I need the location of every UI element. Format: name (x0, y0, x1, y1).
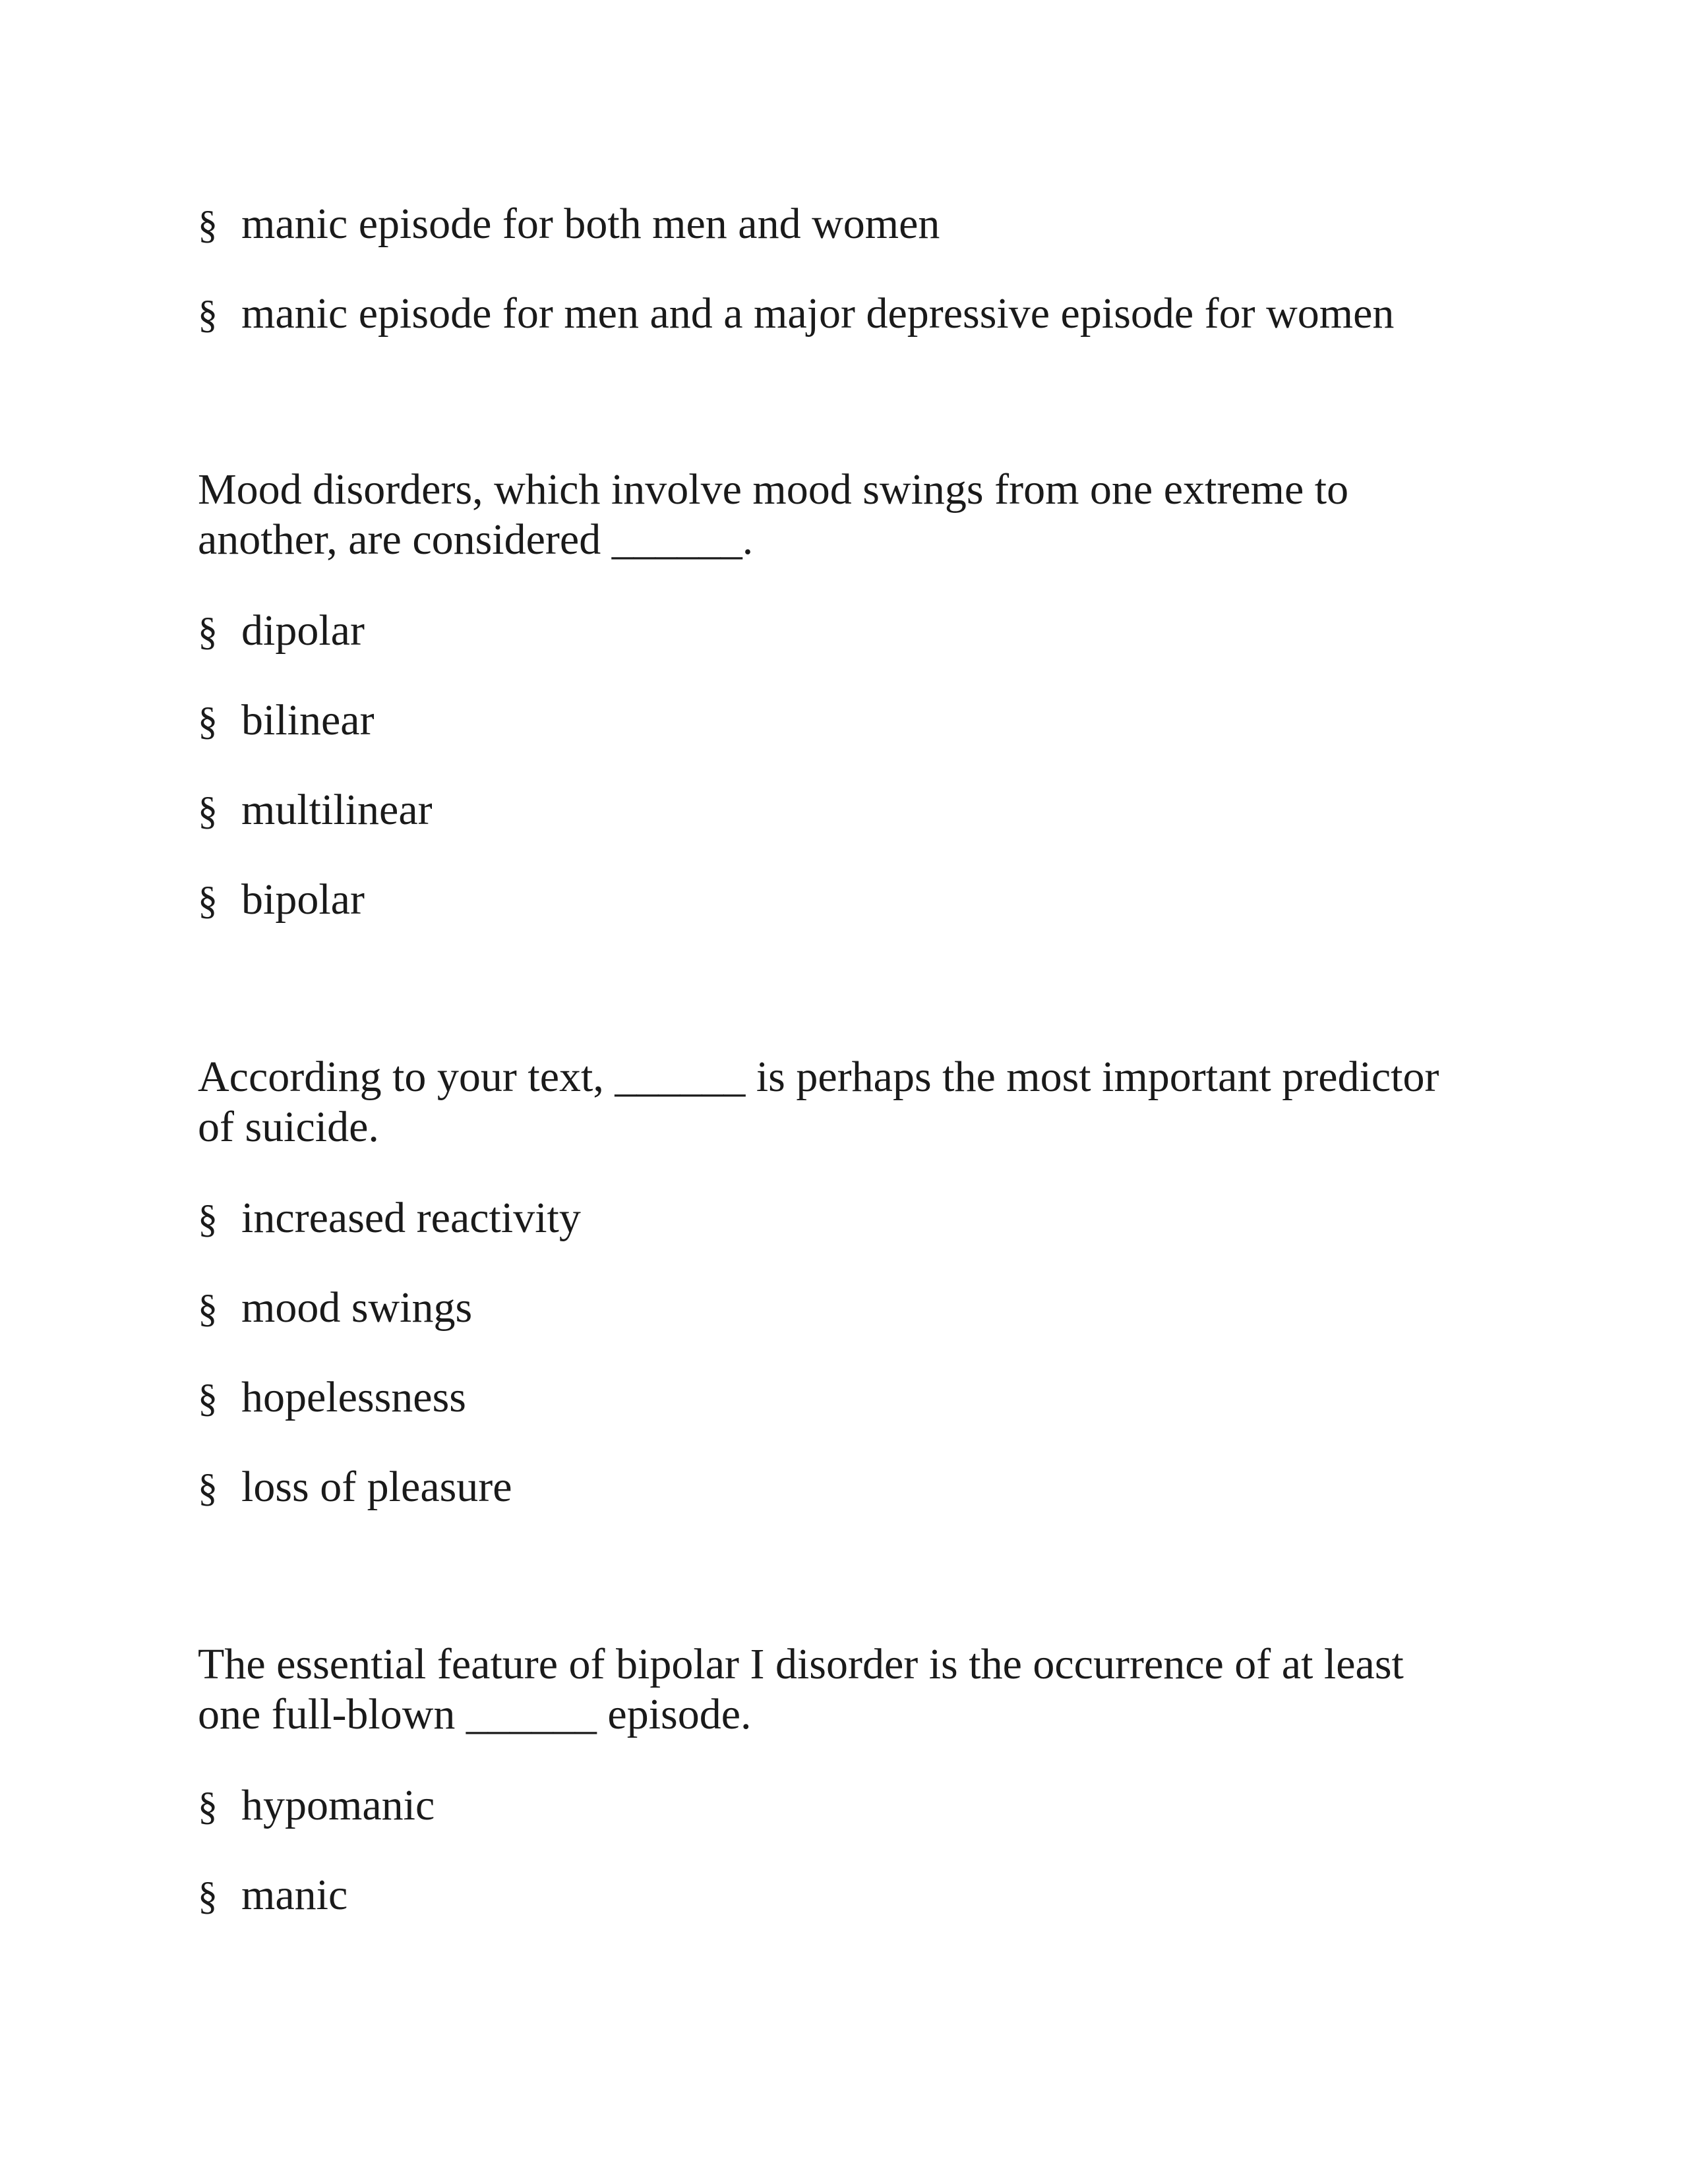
option-item (198, 1371, 466, 1424)
question-line: another, are considered ______. (198, 516, 754, 564)
question-line: Mood disorders, which involve mood swings from one extreme to (198, 465, 1349, 514)
section-bullet-icon: § (198, 1785, 218, 1828)
option-text: manic (241, 1871, 348, 1919)
option-item (198, 1869, 347, 1922)
option-text: hopelessness (241, 1373, 466, 1421)
option-text: hypomanic (241, 1781, 435, 1829)
option-text: increased reactivity (241, 1194, 581, 1242)
section-bullet-icon: § (198, 879, 218, 922)
option-item (198, 287, 1394, 340)
question-line: According to your text, ______ is perhaps the most important predictor (198, 1053, 1439, 1101)
option-item (198, 1779, 435, 1832)
option-item (198, 694, 375, 747)
section-bullet-icon: § (198, 293, 218, 336)
option-text: manic episode for both men and women (241, 200, 940, 248)
option-text: dipolar (241, 606, 365, 655)
section-bullet-icon: § (198, 610, 218, 653)
option-text: mood swings (241, 1284, 473, 1332)
section-bullet-icon: § (198, 203, 218, 247)
section-bullet-icon: § (198, 1197, 218, 1241)
question-line: of suicide. (198, 1103, 379, 1151)
question-line: The essential feature of bipolar I disorder is the occurrence of at least (198, 1640, 1404, 1688)
option-item (198, 1192, 581, 1245)
option-text: manic episode for men and a major depressive episode for women (241, 289, 1395, 338)
option-text: multilinear (241, 786, 433, 834)
question-text (198, 1639, 1490, 1740)
option-item (198, 873, 365, 926)
option-text: bilinear (241, 696, 375, 744)
option-text: loss of pleasure (241, 1463, 512, 1511)
option-item (198, 605, 365, 657)
question-text (198, 1052, 1490, 1152)
question-text (198, 465, 1490, 565)
option-text: bipolar (241, 875, 365, 924)
section-bullet-icon: § (198, 789, 218, 833)
option-item (198, 1461, 512, 1514)
option-item (198, 784, 433, 837)
section-bullet-icon: § (198, 1874, 218, 1918)
section-bullet-icon: § (198, 1376, 218, 1420)
section-bullet-icon: § (198, 1466, 218, 1510)
option-item (198, 198, 940, 251)
section-bullet-icon: § (198, 699, 218, 743)
option-item (198, 1282, 472, 1334)
question-line: one full-blown ______ episode. (198, 1690, 752, 1738)
section-bullet-icon: § (198, 1287, 218, 1330)
